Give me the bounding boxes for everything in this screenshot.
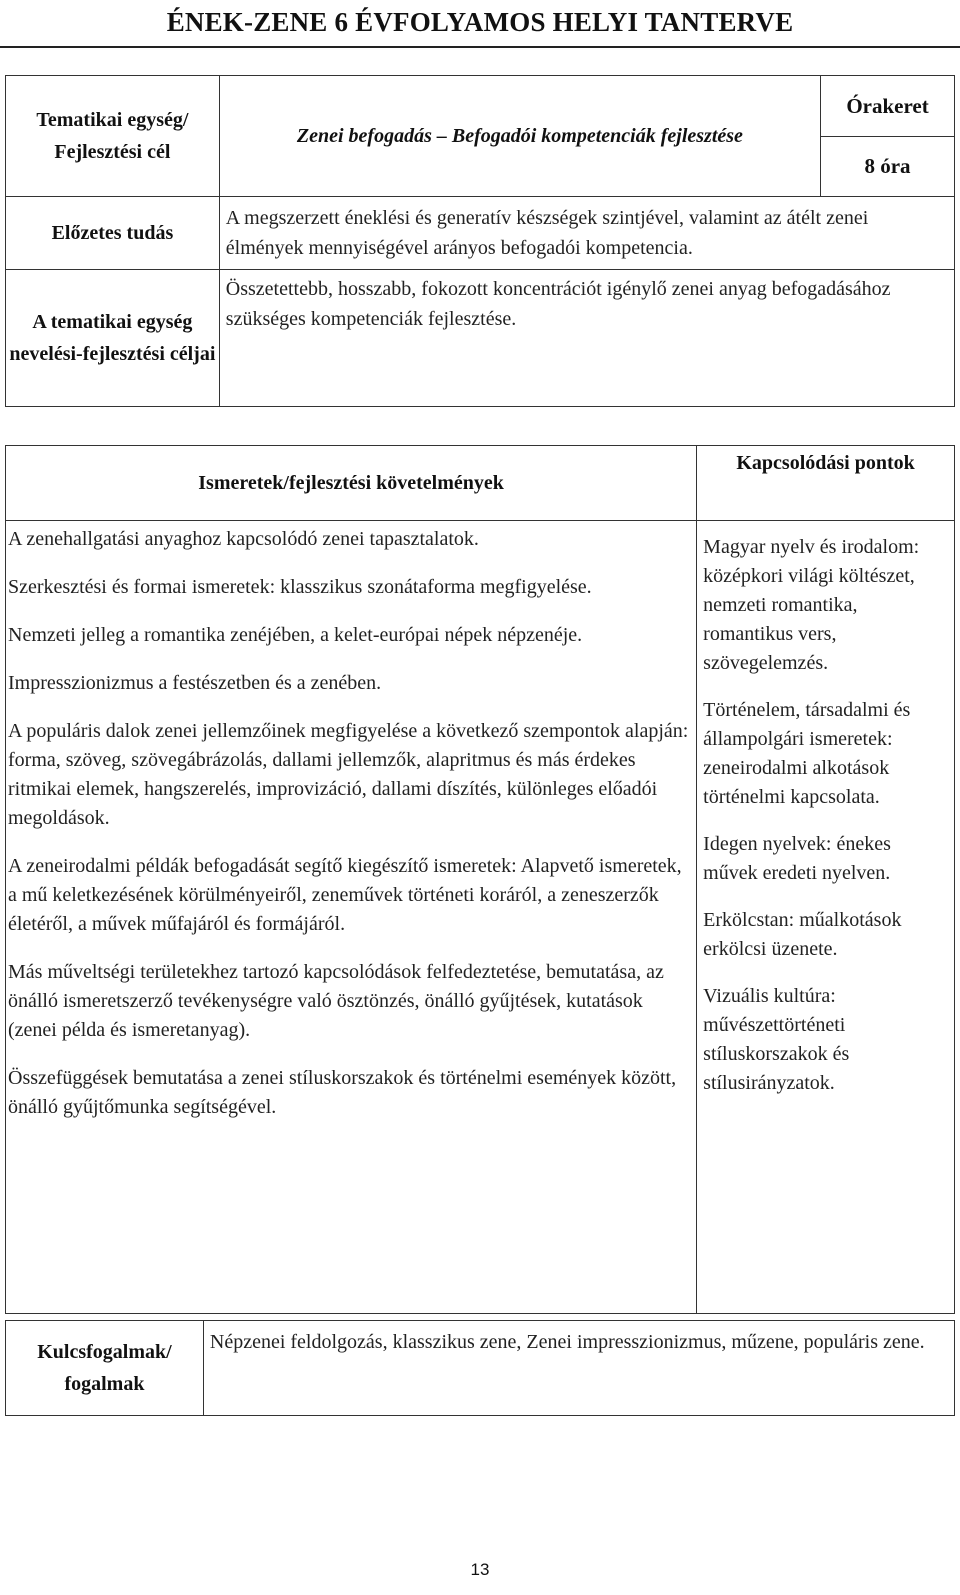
requirement-item: A populáris dalok zenei jellemzőinek megfigyelése a következő szempontok alapján: forma, szöveg, szövegábrázolás, dallami jellemzők, alapritmus és más érdekes ritmikai elemek, hangszerelés, improvizáció, dallami díszítés, különleges előadói megoldások.: [8, 720, 689, 829]
link-item: Idegen nyelvek: énekes művek eredeti nyelven.: [703, 833, 891, 884]
requirement-item: A zeneirodalmi példák befogadását segítő kiegészítő ismeretek: Alapvető ismeretek, a mű keletkezésének körülményeiről, zeneművek történeti koráról, a zeneszerzők életéről, a művek műfajáról és formájáról.: [8, 855, 682, 935]
requirements-table: [5, 445, 955, 1314]
requirement-item: Összefüggések bemutatása a zenei stíluskorszakok és történelmi események között, önálló gyűjtőmunka segítségével.: [8, 1067, 677, 1118]
unit-row: [6, 76, 955, 197]
link-item: Erkölcstan: műalkotások erkölcsi üzenete.: [703, 909, 902, 960]
goals-row: [6, 270, 955, 407]
keywords-label-line1: Kulcsfogalmak/: [37, 1341, 172, 1363]
requirement-item: Más műveltségi területekhez tartozó kapcsolódások felfedeztetése, bemutatása, az önálló ismeretszerző tevékenységre való ösztönzés, önálló gyűjtések, kutatások (zenei példa és ismeretanyag).: [8, 961, 664, 1041]
unit-info-table: [5, 75, 955, 407]
keywords-table: [5, 1320, 955, 1416]
requirement-item: Nemzeti jelleg a romantika zenéjében, a kelet-európai népek népzenéje.: [8, 624, 583, 646]
keywords-label-line2: fogalmak: [64, 1373, 145, 1395]
page-number: 13: [470, 1560, 490, 1579]
prior-text: A megszerzett éneklési és generatív készségek szintjével, valamint az átélt zenei élmények mennyiségével arányos befogadói kompetencia.: [219, 197, 954, 270]
page-title: ÉNEK-ZENE 6 ÉVFOLYAMOS HELYI TANTERVE: [0, 0, 960, 48]
keywords-label: [6, 1321, 204, 1416]
prior-label: Előzetes tudás: [6, 197, 220, 270]
requirements-body-row: [6, 521, 955, 1314]
requirements-header-row: [6, 446, 955, 521]
hours-value: 8 óra: [864, 154, 911, 178]
goals-label: A tematikai egység nevelési-fejlesztési céljai: [6, 270, 220, 407]
requirement-item: A zenehallgatási anyaghoz kapcsolódó zenei tapasztalatok.: [8, 528, 479, 550]
hours-cell: [821, 76, 955, 197]
goals-text: Összetettebb, hosszabb, fokozott koncentrációt igénylő zenei anyag befogadásához szükséges kompetenciák fejlesztése.: [219, 270, 954, 407]
unit-title: Zenei befogadás – Befogadói kompetenciák fejlesztése: [296, 124, 743, 147]
unit-title-cell: [219, 76, 820, 197]
keywords-text: Népzenei feldolgozás, klasszikus zene, Zenei impresszionizmus, műzene, populáris zene.: [203, 1321, 954, 1416]
prior-knowledge-row: [6, 197, 955, 270]
requirement-item: Impresszionizmus a festészetben és a zenében.: [8, 672, 382, 694]
unit-label-line1: Tematikai egység/: [36, 109, 189, 131]
requirements-header: Ismeretek/fejlesztési követelmények: [6, 446, 697, 521]
unit-label-line2: Fejlesztési cél: [54, 141, 171, 163]
link-item: Magyar nyelv és irodalom: középkori világi költészet, nemzeti romantika, romantikus vers, szövegelemzés.: [703, 536, 920, 674]
hours-label: Órakeret: [821, 76, 954, 137]
requirement-item: Szerkesztési és formai ismeretek: klasszikus szonátaforma megfigyelése.: [8, 576, 592, 598]
keywords-row: [6, 1321, 955, 1416]
links-list: [697, 521, 955, 1314]
link-item: Vizuális kultúra: művészettörténeti stíluskorszakok és stílusirányzatok.: [703, 985, 850, 1094]
link-item: Történelem, társadalmi és állampolgári ismeretek: zeneirodalmi alkotások történelmi kapcsolata.: [703, 699, 911, 808]
unit-label-cell: [6, 76, 220, 197]
requirements-list: [6, 521, 697, 1314]
links-header: Kapcsolódási pontok: [697, 446, 955, 521]
